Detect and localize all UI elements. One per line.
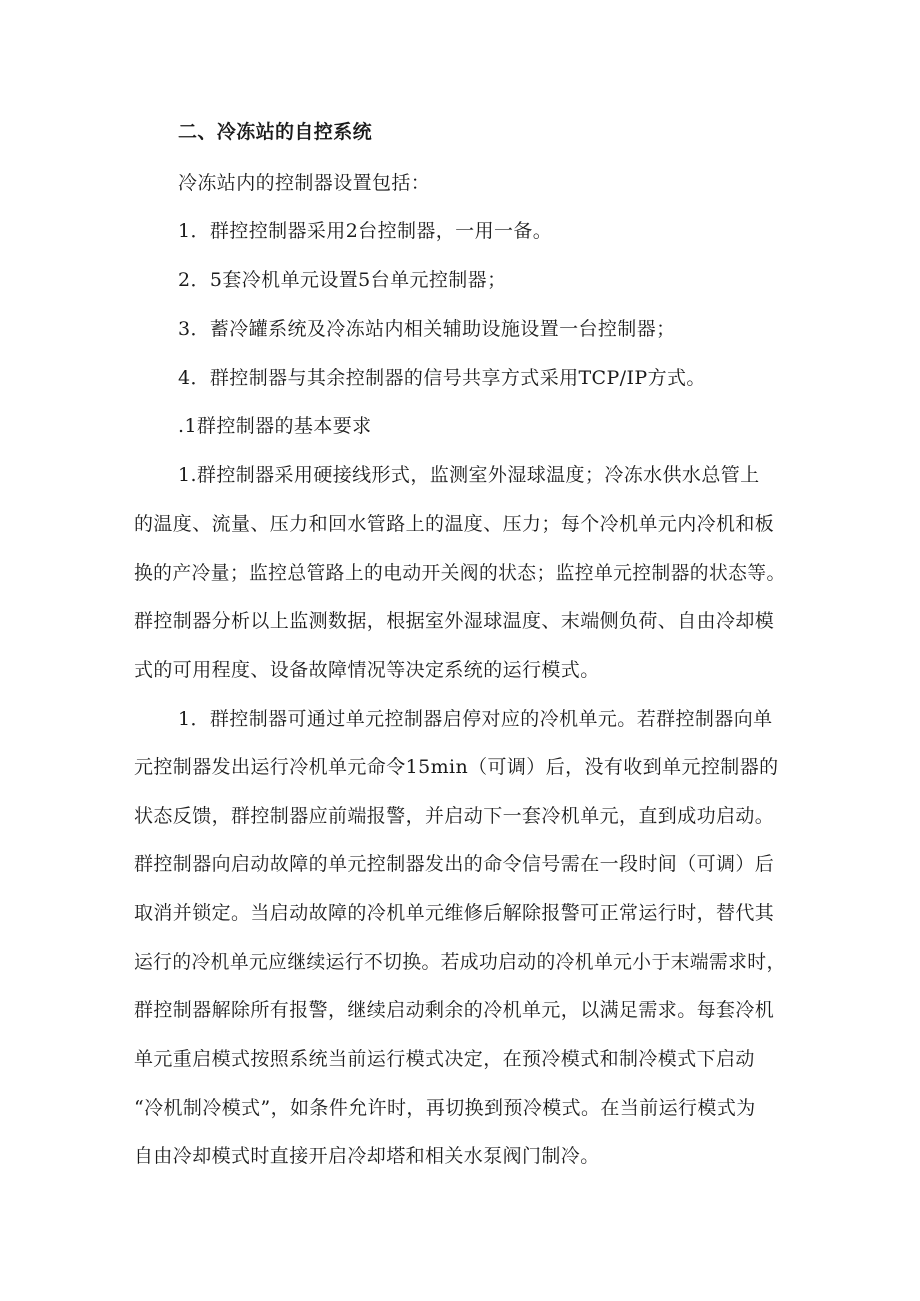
paragraph-line: 1.群控制器采用硬接线形式，监测室外湿球温度；冷冻水供水总管上 — [178, 464, 760, 486]
paragraph-line: 取消并锁定。当启动故障的冷机单元维修后解除报警可正常运行时，替代其 — [134, 902, 775, 924]
intro-text: 冷冻站内的控制器设置包括： — [178, 172, 431, 194]
subsection-title: .1群控制器的基本要求 — [178, 415, 372, 437]
paragraph-line: 群控制器向启动故障的单元控制器发出的命令信号需在一段时间（可调）后 — [134, 853, 775, 875]
section-title: 二、冷冻站的自控系统 — [178, 121, 373, 143]
paragraph-line: 单元重启模式按照系统当前运行模式决定，在预冷模式和制冷模式下启动 — [134, 1048, 755, 1070]
paragraph-line: 1．群控制器可通过单元控制器启停对应的冷机单元。若群控制器向单 — [178, 708, 773, 730]
paragraph-line: 群控制器解除所有报警，继续启动剩余的冷机单元，以满足需求。每套冷机 — [134, 999, 775, 1021]
paragraph-line: 运行的冷机单元应继续运行不切换。若成功启动的冷机单元小于末端需求时， — [134, 951, 786, 973]
paragraph-line: 自由冷却模式时直接开启冷却塔和相关水泵阀门制冷。 — [134, 1145, 600, 1167]
paragraph-line: 换的产冷量；监控总管路上的电动开关阀的状态；监控单元控制器的状态等。 — [134, 562, 786, 584]
paragraph-line: 式的可用程度、设备故障情况等决定系统的运行模式。 — [134, 659, 600, 681]
paragraph-line: 群控制器分析以上监测数据，根据室外湿球温度、末端侧负荷、自由冷却模 — [134, 610, 775, 632]
paragraph-line: 的温度、流量、压力和回水管路上的温度、压力；每个冷机单元内冷机和板 — [134, 513, 775, 535]
paragraph-line: 状态反馈，群控制器应前端报警，并启动下一套冷机单元，直到成功启动。 — [134, 805, 775, 827]
paragraph-line: “冷机制冷模式”，如条件允许时，再切换到预冷模式。在当前运行模式为 — [134, 1097, 756, 1119]
list-item: 1．群控控制器采用2台控制器，一用一备。 — [178, 220, 553, 242]
paragraph-line: 元控制器发出运行冷机单元命令15min（可调）后，没有收到单元控制器的 — [134, 756, 779, 778]
list-item: 4．群控制器与其余控制器的信号共享方式采用TCP/IP方式。 — [178, 367, 706, 389]
list-item: 2．5套冷机单元设置5台单元控制器； — [178, 269, 507, 291]
list-item: 3．蓄冷罐系统及冷冻站内相关辅助设施设置一台控制器； — [178, 318, 676, 340]
